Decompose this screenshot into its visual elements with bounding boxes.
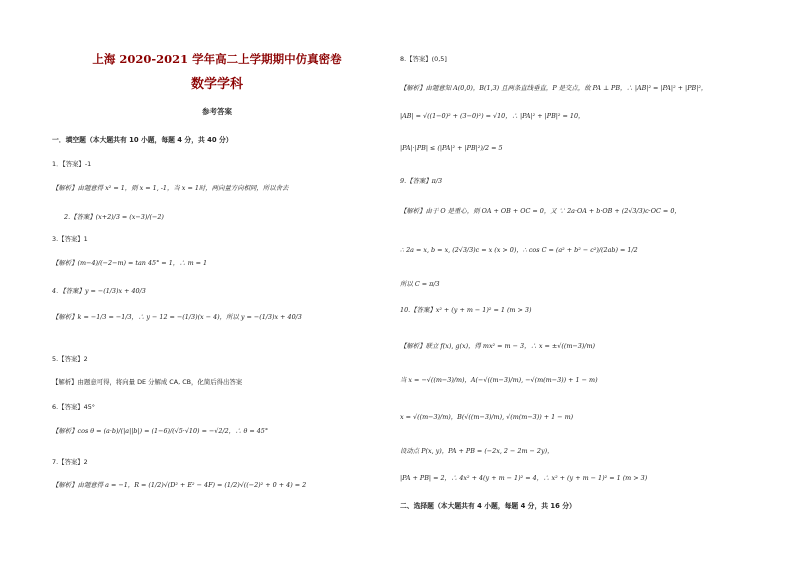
subject-heading: 数学学科 [190, 77, 243, 92]
q10-explanation-line4: 设动点 P(x, y)，PA + PB = (−2x, 2 − 2m − 2y)， [400, 447, 554, 455]
q9-explanation-line1: 【解析】由于 O 是重心，则 OA + OB + OC = 0，又 ∵ 2a·OA + b·OB + (2√3/3)c·OC = 0， [400, 207, 681, 215]
q3-explanation: 【解析】(m−4)/(−2−m) = tan 45° = 1，∴ m = 1 [52, 259, 208, 267]
right-column [400, 0, 770, 561]
q6-explanation: 【解析】cos θ = (a·b)/(|a||b|) = (1−6)/(√5·√10) = −√2/2，∴ θ = 45° [52, 427, 269, 435]
q9-explanation-line2: ∴ 2a = x, b = x, (2√3/3)c = x (x > 0)，∴ cos C = (a² + b² − c²)/(2ab) = 1/2 [400, 246, 638, 254]
q7-explanation: 【解析】由题意得 a = −1，R = (1/2)√(D² + E² − 4F) = (1/2)√((−2)² + 0 + 4) = 2 [52, 481, 307, 489]
q8-explanation-line3: |PA|·|PB| ≤ (|PA|² + |PB|²)/2 = 5 [400, 144, 503, 152]
section-multiple-choice-heading: 二、选择题（本大题共有 4 小题，每题 4 分，共 16 分） [400, 502, 576, 510]
q1-answer: 1．【答案】-1 [52, 160, 92, 168]
q8-answer: 8.【答案】(0,5] [400, 55, 447, 63]
q10-explanation-line3: x = √((m−3)/m)，B(√((m−3)/m), √(m(m−3)) + 1 − m) [400, 413, 574, 421]
answer-key-heading: 参考答案 [202, 107, 232, 116]
document-title: 上海 2020-2021 学年高二上学期期中仿真密卷 [92, 52, 342, 66]
section-fill-in-heading: 一．填空题（本大题共有 10 小题，每题 4 分，共 40 分） [52, 136, 233, 144]
q8-explanation-line2: |AB| = √((1−0)² + (3−0)²) = √10，∴ |PA|² + |PB|² = 10， [400, 112, 585, 120]
q8-explanation-line1: 【解析】由题意知 A(0,0)，B(1,3) 且两条直线垂直，P 是交点，故 PA ⊥ PB，∴ |AB|² = |PA|² + |PB|²， [400, 84, 708, 92]
q10-explanation-line1: 【解析】联立 f(x), g(x)，得 mx² = m − 3，∴ x = ±√((m−3)/m) [400, 342, 596, 350]
q1-explanation: 【解析】由题意得 x² = 1，则 x = 1, -1，当 x = 1时，两向量方向相同，所以舍去 [52, 184, 289, 192]
q10-explanation-line2: 当 x = −√((m−3)/m)，A(−√((m−3)/m), −√(m(m−3)) + 1 − m) [400, 376, 598, 384]
left-column [52, 0, 392, 561]
q10-answer: 10.【答案】x² + (y + m − 1)² = 1 (m > 3) [400, 306, 532, 314]
q6-answer: 6.【答案】45° [52, 403, 95, 411]
q3-answer: 3.【答案】1 [52, 235, 88, 243]
q4-answer: 4．【答案】y = −(1/3)x + 40/3 [52, 287, 146, 295]
q10-explanation-line5: |PA + PB| = 2，∴ 4x² + 4(y + m − 1)² = 4，∴ x² + (y + m − 1)² = 1 (m > 3) [400, 474, 648, 482]
q5-explanation: 【解析】由题意可得，将向量 DE 分解成 CA, CB，化简后得出答案 [52, 378, 243, 386]
q5-answer: 5.【答案】2 [52, 355, 88, 363]
q9-answer: 9.【答案】π/3 [400, 177, 443, 185]
q9-explanation-line3: 所以 C = π/3 [400, 280, 440, 288]
q4-explanation: 【解析】k = −1/3 = −1/3，∴ y − 12 = −(1/3)(x − 4)，所以 y = −(1/3)x + 40/3 [52, 313, 302, 321]
q7-answer: 7.【答案】2 [52, 458, 88, 466]
q2-answer: 2.【答案】(x+2)/3 = (x−3)/(−2) [64, 213, 164, 221]
